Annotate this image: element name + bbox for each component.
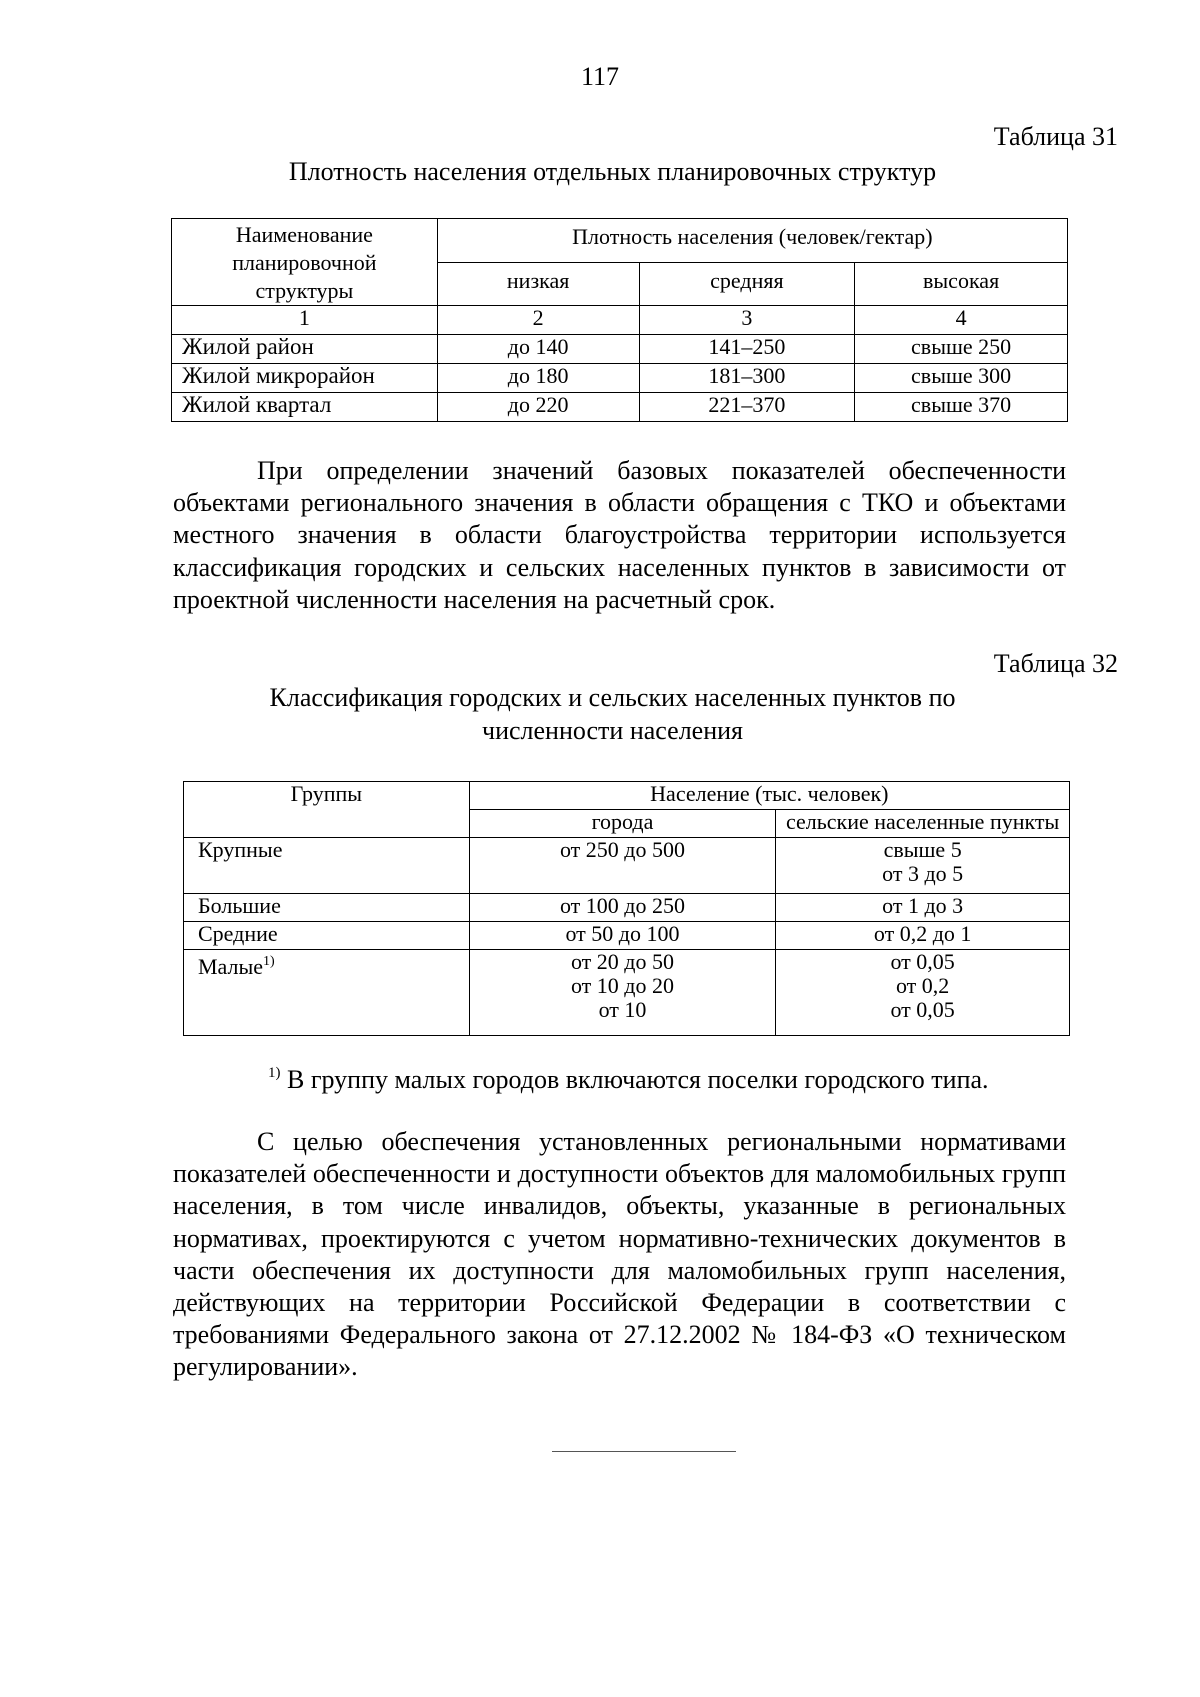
column-number: 2	[437, 306, 639, 335]
column-number: 3	[639, 306, 855, 335]
table-row: Крупные от 250 до 500 свыше 5 от 3 до 5	[184, 838, 1070, 894]
table32-caption: Таблица 32	[993, 649, 1118, 678]
page-number: 117	[580, 62, 620, 91]
header-structure-name: Наименование планировочной структуры	[172, 219, 438, 306]
table-row: Жилой район до 140 141–250 свыше 250	[172, 335, 1068, 364]
header-cities: города	[469, 810, 776, 838]
table31-caption: Таблица 31	[993, 122, 1118, 151]
header-density: Плотность населения (человек/гектар)	[437, 219, 1067, 263]
table-row: Жилой микрорайон до 180 181–300 свыше 300	[172, 364, 1068, 393]
footnote-mark: 1)	[268, 1065, 281, 1081]
header-high: высокая	[855, 262, 1068, 306]
header-rural: сельские населенные пункты	[776, 810, 1070, 838]
end-divider	[552, 1451, 736, 1452]
paragraph-classification-intro: При определении значений базовых показателей обеспеченности объектами регионального значения в области обращения с ТКО и объектами местного значения в области благоустройства территории используется классификация городских и сельских населенных пунктов в зависимости от проектной численности населения на расчетный срок.	[173, 456, 1066, 614]
column-number: 1	[172, 306, 438, 335]
paragraph-accessibility: С целью обеспечения установленных региональными нормативами показателей обеспеченности и доступности объектов для маломобильных групп населения, в том числе инвалидов, объекты, указанные в региональных нормативах, проектируются с учетом нормативно-технических документов в части обеспечения их доступности для маломобильных групп населения, действующих на территории Российской Федерации в соответствии с требованиями Федерального закона от 27.12.2002 № 184-ФЗ «О техническом регулировании».	[173, 1127, 1066, 1382]
table-row: Средние от 50 до 100 от 0,2 до 1	[184, 922, 1070, 950]
table32-title: Классификация городских и сельских населенных пунктов по численности населения	[269, 683, 956, 745]
header-population: Население (тыс. человек)	[469, 782, 1069, 810]
table-row: Большие от 100 до 250 от 1 до 3	[184, 894, 1070, 922]
table-32	[183, 781, 1070, 1036]
table-31	[171, 218, 1068, 422]
table-row: Малые$^{1)}$ от 20 до 50 от 10 до 20 от 10 от 0,05 от 0,2 от 0,05	[184, 950, 1070, 1036]
header-groups: Группы	[184, 782, 470, 838]
footnote-mark: 1)	[263, 954, 275, 969]
header-medium: средняя	[639, 262, 855, 306]
column-number: 4	[855, 306, 1068, 335]
table31-title: Плотность населения отдельных планировочных структур	[288, 157, 937, 186]
header-low: низкая	[437, 262, 639, 306]
footnote: $^{1)}$ В группу малых городов включаются поселки городского типа.	[268, 1065, 989, 1094]
table-row: Жилой квартал до 220 221–370 свыше 370	[172, 393, 1068, 422]
